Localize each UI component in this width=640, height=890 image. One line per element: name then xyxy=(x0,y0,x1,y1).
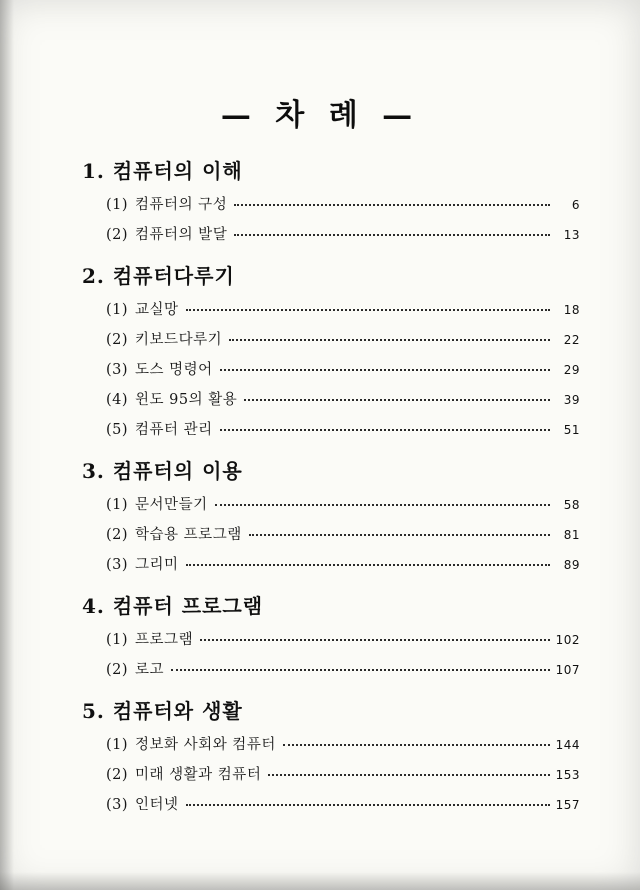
entry-label: 문서만들기 xyxy=(135,497,208,513)
entry-page-number: 102 xyxy=(555,633,580,647)
entry-page-number: 13 xyxy=(563,228,580,242)
entry-number: (1) xyxy=(106,197,129,213)
entry-leader-dots xyxy=(171,669,550,671)
entry-number: (2) xyxy=(106,227,129,243)
toc-entry xyxy=(80,388,580,409)
entry-number: (3) xyxy=(106,557,129,573)
entry-page-number: 89 xyxy=(563,558,580,572)
entry-page-number: 58 xyxy=(563,498,580,512)
toc-entry xyxy=(80,358,580,379)
entry-number: (1) xyxy=(106,497,129,513)
entry-leader-dots xyxy=(229,339,550,341)
chapter-title: 3. 컴퓨터의 이용 xyxy=(82,459,243,483)
entry-leader-dots xyxy=(220,429,550,431)
toc-entry xyxy=(80,733,580,754)
toc-entry xyxy=(80,628,580,649)
toc-entry xyxy=(80,793,580,814)
chapter-section xyxy=(80,695,580,814)
entry-number: (3) xyxy=(106,362,129,378)
entry-number: (2) xyxy=(106,332,129,348)
entry-page-number: 22 xyxy=(563,333,580,347)
toc-entry xyxy=(80,658,580,679)
entry-number: (1) xyxy=(106,632,129,648)
entry-leader-dots xyxy=(200,639,550,641)
toc-entry xyxy=(80,193,580,214)
entry-leader-dots xyxy=(220,369,550,371)
entry-label: 정보화 사회와 컴퓨터 xyxy=(135,737,276,753)
entry-number: (2) xyxy=(106,527,129,543)
entry-number: (3) xyxy=(106,797,129,813)
entry-page-number: 6 xyxy=(571,198,580,212)
entry-number: (1) xyxy=(106,737,129,753)
entry-label: 키보드다루기 xyxy=(135,332,223,348)
entry-leader-dots xyxy=(215,504,550,506)
entry-label: 윈도 95의 활용 xyxy=(135,392,238,408)
entry-label: 인터넷 xyxy=(135,797,179,813)
entry-page-number: 18 xyxy=(563,303,580,317)
entry-label: 컴퓨터의 발달 xyxy=(135,227,228,243)
entry-label: 교실망 xyxy=(135,302,179,318)
entry-page-number: 81 xyxy=(563,528,580,542)
toc-entry xyxy=(80,763,580,784)
entry-page-number: 29 xyxy=(563,363,580,377)
chapter-title: 2. 컴퓨터다루기 xyxy=(82,264,235,288)
chapter-title: 4. 컴퓨터 프로그램 xyxy=(82,594,264,618)
entry-leader-dots xyxy=(244,399,550,401)
chapter-section xyxy=(80,590,580,679)
chapter-title: 1. 컴퓨터의 이해 xyxy=(82,159,243,183)
chapter-section xyxy=(80,260,580,439)
entry-page-number: 39 xyxy=(563,393,580,407)
entry-page-number: 107 xyxy=(555,663,580,677)
entry-leader-dots xyxy=(186,564,550,566)
toc-entry xyxy=(80,493,580,514)
toc-entry xyxy=(80,523,580,544)
entry-number: (2) xyxy=(106,662,129,678)
entry-number: (5) xyxy=(106,422,129,438)
entry-label: 그리미 xyxy=(135,557,179,573)
entry-page-number: 144 xyxy=(555,738,580,752)
entry-number: (1) xyxy=(106,302,129,318)
page-title: — 차 례 — xyxy=(220,98,420,133)
toc-entry xyxy=(80,553,580,574)
entry-label: 프로그램 xyxy=(135,632,194,648)
entry-label: 컴퓨터 관리 xyxy=(135,422,213,438)
entry-label: 로고 xyxy=(135,662,165,678)
entry-leader-dots xyxy=(283,744,550,746)
toc-entry xyxy=(80,298,580,319)
toc-entry xyxy=(80,223,580,244)
entry-page-number: 153 xyxy=(555,768,580,782)
entry-leader-dots xyxy=(234,204,550,206)
table-of-contents xyxy=(80,155,580,830)
entry-leader-dots xyxy=(186,309,550,311)
entry-page-number: 157 xyxy=(555,798,580,812)
entry-label: 컴퓨터의 구성 xyxy=(135,197,228,213)
page-bottom-shadow xyxy=(0,872,640,890)
chapter-section xyxy=(80,155,580,244)
entry-label: 미래 생활과 컴퓨터 xyxy=(135,767,262,783)
entry-leader-dots xyxy=(268,774,550,776)
entry-number: (2) xyxy=(106,767,129,783)
entry-number: (4) xyxy=(106,392,129,408)
toc-entry xyxy=(80,328,580,349)
entry-leader-dots xyxy=(249,534,550,536)
toc-entry xyxy=(80,418,580,439)
entry-leader-dots xyxy=(186,804,550,806)
chapter-section xyxy=(80,455,580,574)
chapter-title: 5. 컴퓨터와 생활 xyxy=(82,699,243,723)
entry-leader-dots xyxy=(234,234,550,236)
entry-label: 도스 명령어 xyxy=(135,362,213,378)
entry-label: 학습용 프로그램 xyxy=(135,527,242,543)
entry-page-number: 51 xyxy=(563,423,580,437)
